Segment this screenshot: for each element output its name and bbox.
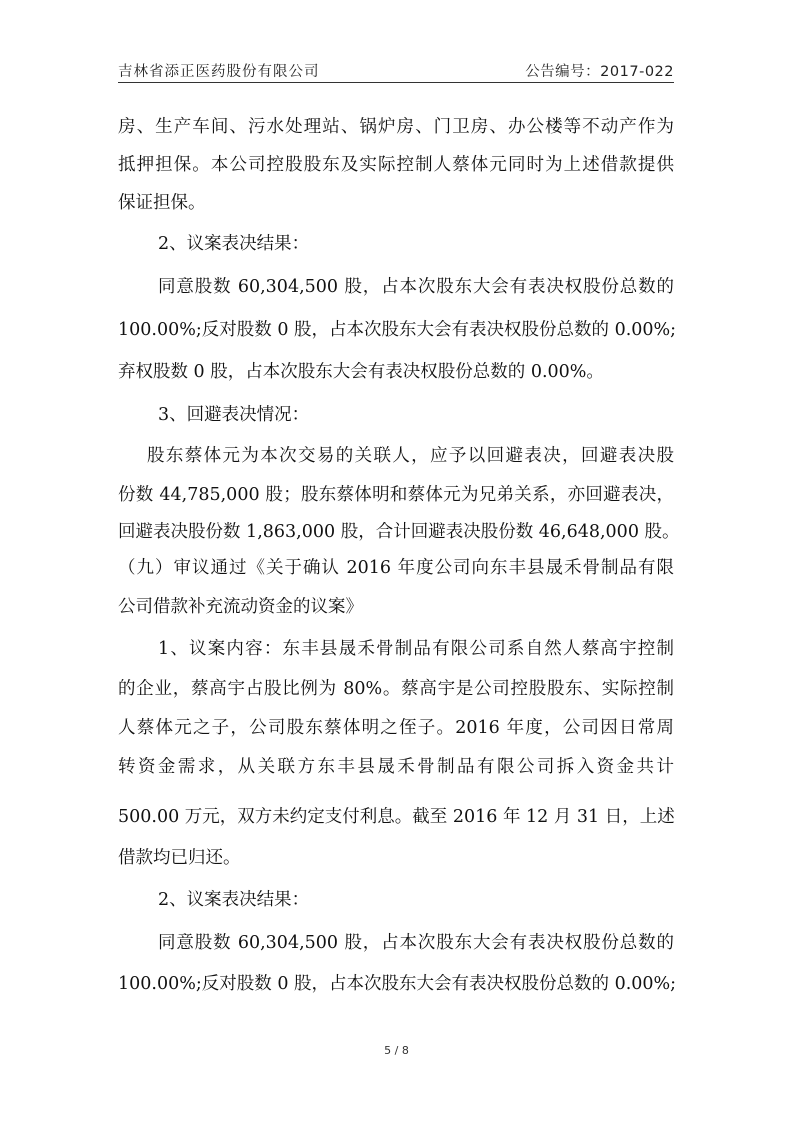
page-number: 5 / 8 (384, 1044, 409, 1057)
agenda-title: （九）审议通过《关于确认 2016 年度公司向东丰县晟禾骨制品有限 (118, 558, 674, 578)
section-heading: 2、议案表决结果： (158, 890, 310, 910)
body-line: 1、议案内容：东丰县晟禾骨制品有限公司系自然人蔡高宇控制 (158, 639, 674, 659)
notice-number: 公告编号：2017-022 (525, 64, 674, 80)
body-line: 100.00%;反对股数 0 股，占本次股东大会有表决权股份总数的 0.00%; (118, 320, 677, 340)
body-line: 份数 44,785,000 股；股东蔡体明和蔡体元为兄弟关系，亦回避表决， (118, 485, 674, 505)
body-line: 同意股数 60,304,500 股，占本次股东大会有表决权股份总数的 (158, 933, 674, 953)
body-line: 的企业，蔡高宇占股比例为 80%。蔡高宇是公司控股股东、实际控制 (118, 679, 674, 699)
body-line: 100.00%;反对股数 0 股，占本次股东大会有表决权股份总数的 0.00%; (118, 974, 677, 994)
body-line: 房、生产车间、污水处理站、锅炉房、门卫房、办公楼等不动产作为 (118, 117, 674, 137)
body-line: 同意股数 60,304,500 股，占本次股东大会有表决权股份总数的 (158, 277, 674, 297)
body-line: 借款均已归还。 (118, 848, 241, 868)
agenda-title: 公司借款补充流动资金的议案》 (118, 597, 363, 617)
body-line: 回避表决股份数 1,863,000 股，合计回避表决股份数 46,648,000 股。 (118, 522, 680, 542)
company-name: 吉林省添正医药股份有限公司 (118, 64, 320, 80)
section-heading: 2、议案表决结果： (158, 234, 310, 254)
body-line: 500.00 万元，双方未约定支付利息。截至 2016 年 12 月 31 日，上述 (118, 807, 675, 827)
page-header (118, 58, 674, 83)
body-line: 人蔡体元之子，公司股东蔡体明之侄子。2016 年度，公司因日常周 (118, 718, 674, 738)
body-line: 转资金需求，从关联方东丰县晟禾骨制品有限公司拆入资金共计 (118, 757, 674, 777)
body-line: 保证担保。 (118, 193, 206, 213)
body-line: 股东蔡体元为本次交易的关联人，应予以回避表决，回避表决股 (147, 446, 674, 466)
body-line: 抵押担保。本公司控股股东及实际控制人蔡体元同时为上述借款提供 (118, 155, 674, 175)
body-line: 弃权股数 0 股，占本次股东大会有表决权股份总数的 0.00%。 (118, 362, 604, 382)
section-heading: 3、回避表决情况： (158, 405, 310, 425)
